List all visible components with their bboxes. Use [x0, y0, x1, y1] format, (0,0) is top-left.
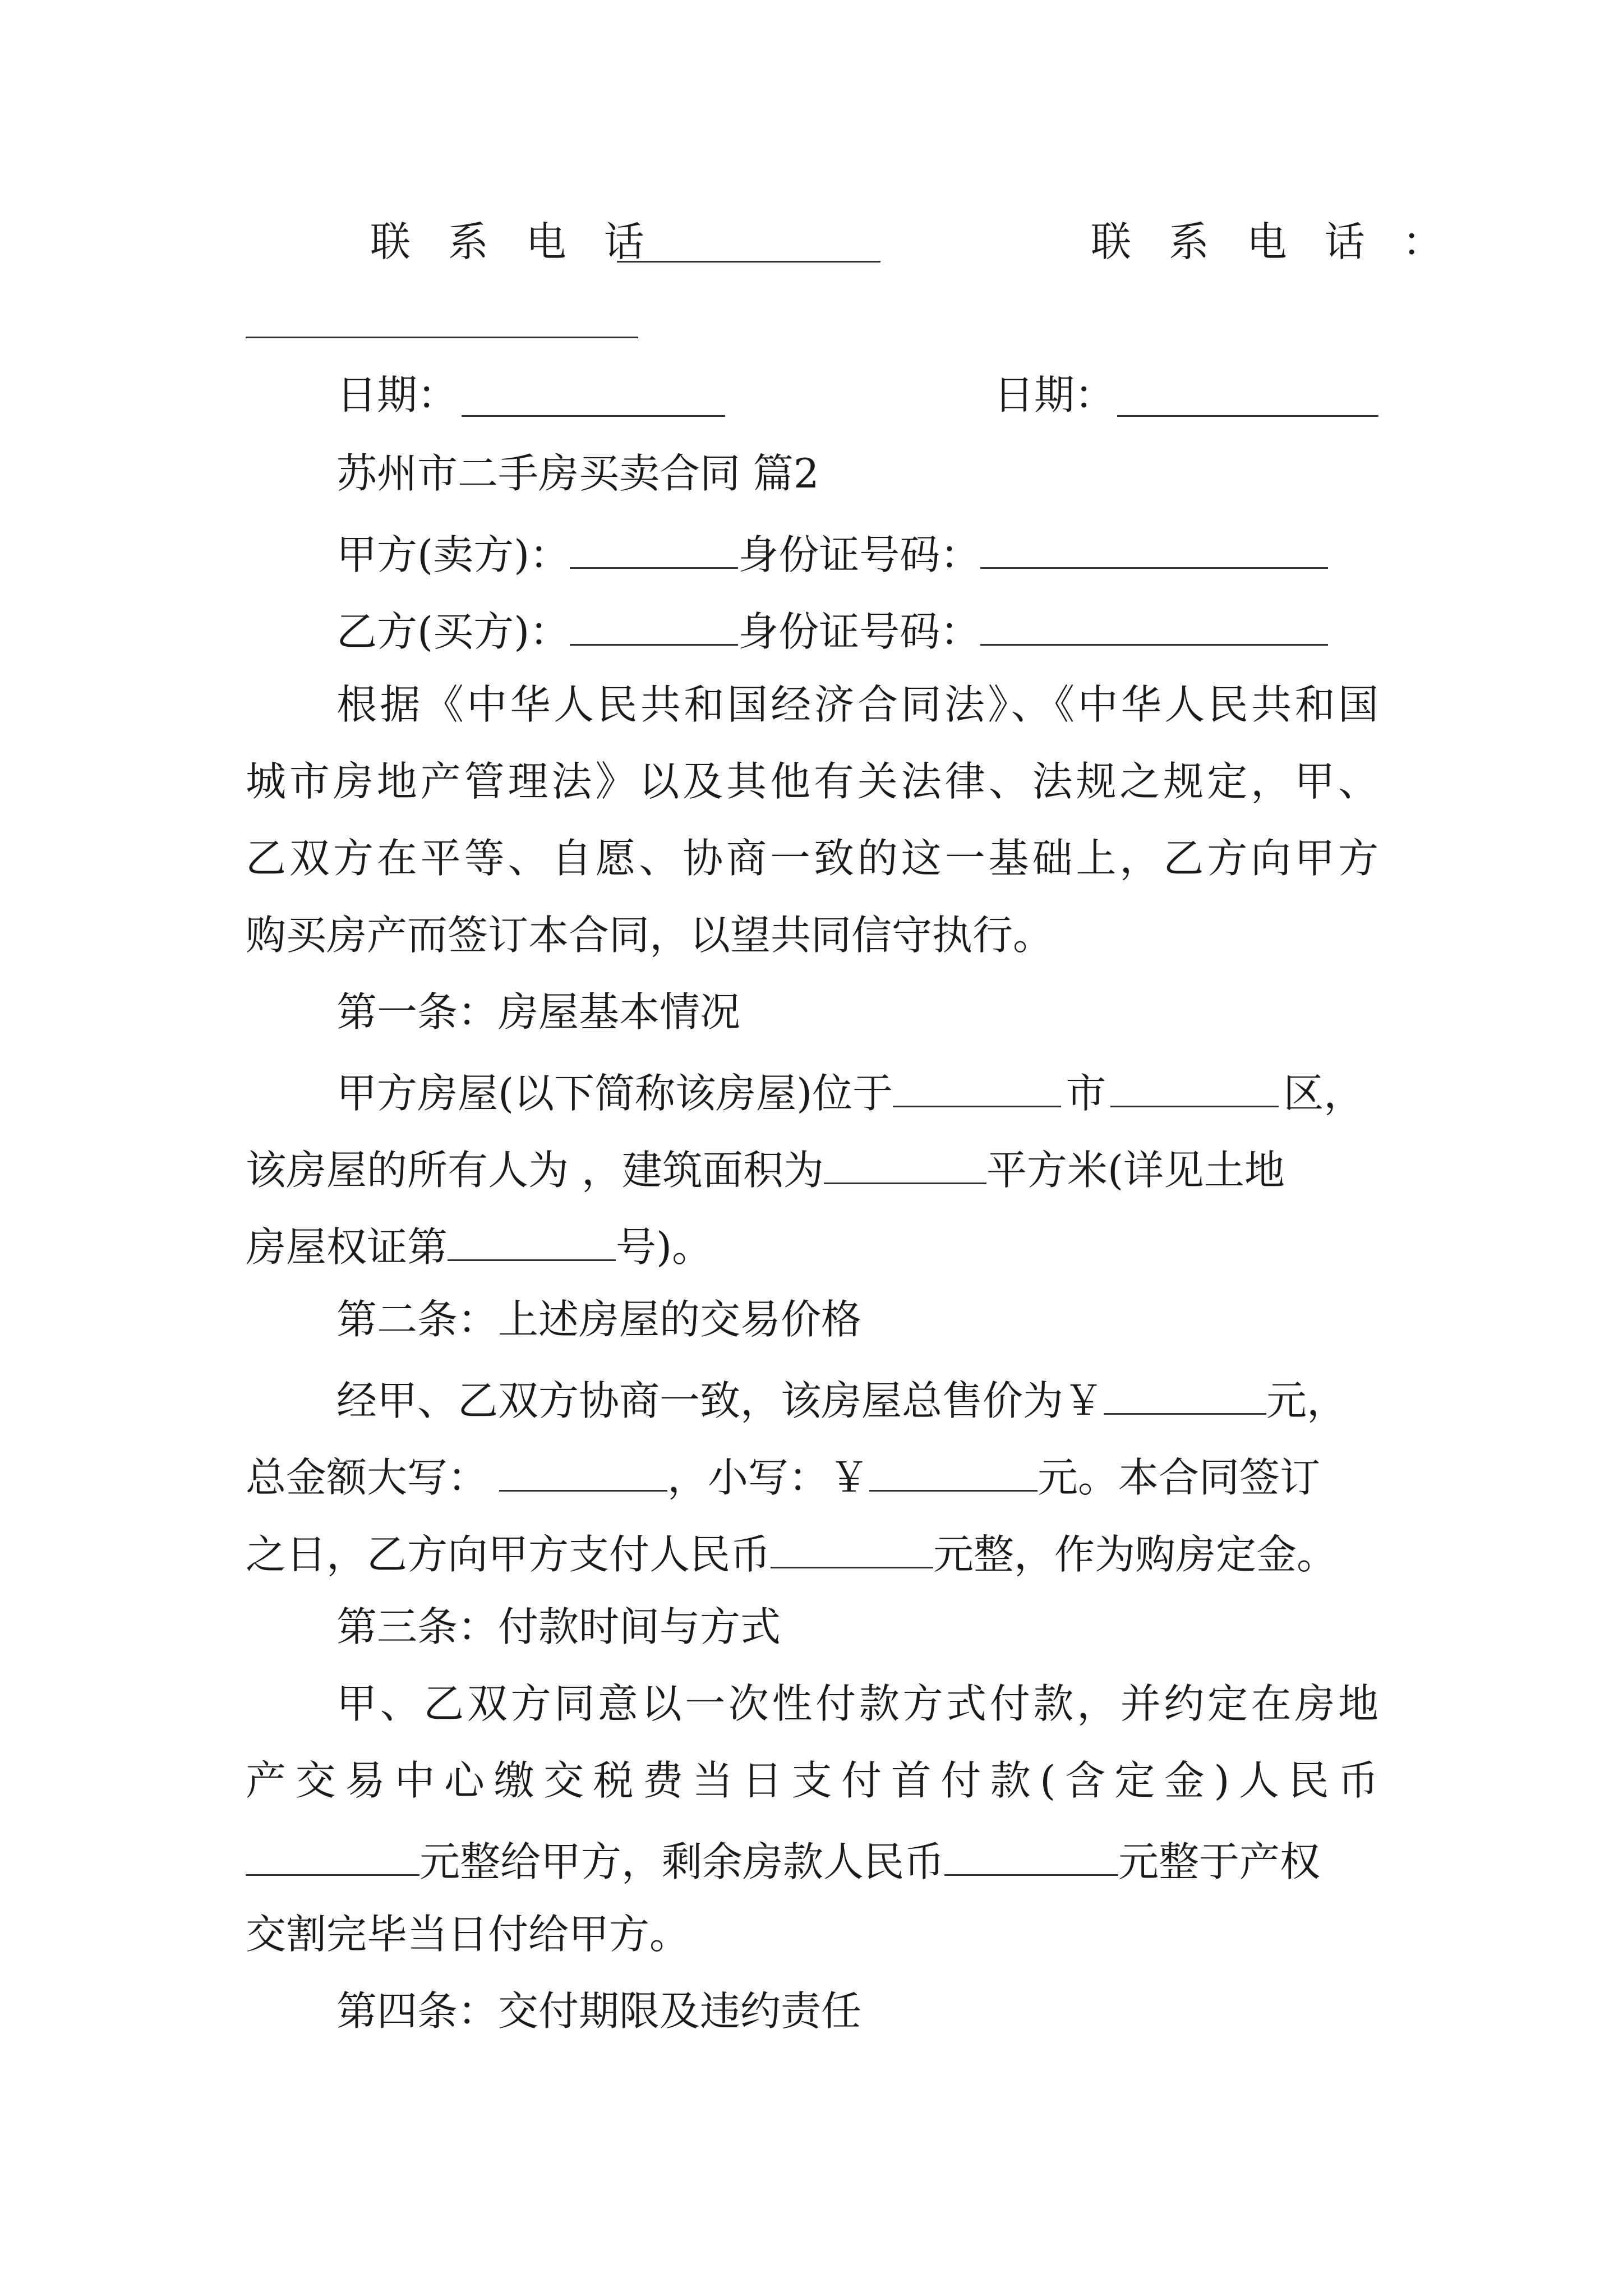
phone-blank-left [617, 261, 880, 263]
intro-line-2: 城市房地产管理法》以及其他有关法律、法规之规定，甲、 [246, 758, 1378, 805]
article-3-line-2: 产交易中心缴交税费当日支付首付款(含定金)人民币 [246, 1757, 1378, 1804]
deposit-end: 元整，作为购房定金。 [933, 1531, 1338, 1579]
balance-blank [944, 1837, 1118, 1876]
intro-line-3: 乙双方在平等、自愿、协商一致的这一基础上，乙方向甲方 [246, 835, 1378, 882]
city-label: 市 [1066, 1070, 1106, 1117]
district-blank [1110, 1069, 1279, 1107]
buyer-line [336, 607, 1378, 656]
total-price-blank [1104, 1376, 1266, 1415]
down-payment-text: 元整给甲方，剩余房款人民币 [419, 1838, 945, 1886]
article-4-title: 第四条：交付期限及违约责任 [336, 1987, 862, 2035]
article-1-line-2 [246, 1145, 1378, 1194]
buyer-name-blank [570, 607, 738, 646]
article-2-title: 第二条：上述房屋的交易价格 [336, 1296, 862, 1343]
buyer-id-label: 身份证号码： [738, 608, 981, 656]
article-1-text: 甲方房屋(以下简称该房屋)位于 [336, 1070, 893, 1117]
article-3-title: 第三条：付款时间与方式 [336, 1603, 781, 1650]
article-1-line-3 [246, 1222, 1378, 1271]
article-2-line-3 [246, 1530, 1378, 1579]
phone-blank-right [246, 337, 638, 338]
intro-line-1: 根据《中华人民共和国经济合同法》、《中华人民共和国 [336, 681, 1378, 728]
city-blank [893, 1069, 1061, 1107]
seller-name-blank [570, 530, 738, 569]
amount-words-blank [499, 1453, 667, 1492]
buyer-label: 乙方(买方)： [336, 608, 570, 656]
area-blank [824, 1145, 986, 1184]
contract-sign-text: 元。本合同签订 [1038, 1454, 1321, 1502]
district-label: 区， [1283, 1070, 1364, 1117]
seller-id-label: 身份证号码： [738, 531, 981, 579]
amount-figures-blank [869, 1453, 1038, 1492]
balance-text: 元整于产权 [1118, 1838, 1321, 1886]
seller-line [336, 530, 1378, 579]
date-blank-right [1117, 415, 1378, 417]
buyer-id-blank [980, 607, 1328, 646]
total-price-text: 经甲、乙双方协商一致，该房屋总售价为￥ [336, 1377, 1104, 1425]
deposit-blank [771, 1530, 933, 1568]
deposit-text: 之日，乙方向甲方支付人民币 [246, 1531, 771, 1579]
article-2-line-1 [336, 1376, 1378, 1425]
date-blank-left [462, 415, 725, 417]
phone-label-right: 联 系 电 话 ： [1091, 218, 1455, 265]
certificate-end: 号)。 [616, 1223, 713, 1271]
down-payment-blank [246, 1837, 419, 1876]
seller-id-blank [980, 530, 1328, 569]
date-label-left: 日期： [336, 371, 458, 418]
intro-line-4: 购买房产而签订本合同，以望共同信守执行。 [246, 912, 1054, 959]
amount-words-label: 总金额大写： [246, 1454, 488, 1502]
article-2-line-2 [246, 1453, 1378, 1502]
owner-area-text: 该房屋的所有人为 ，建筑面积为 [246, 1147, 824, 1194]
amount-figures-label: ，小写：￥ [667, 1454, 870, 1502]
article-1-title: 第一条：房屋基本情况 [336, 988, 741, 1036]
total-price-unit: 元， [1266, 1377, 1348, 1425]
certificate-blank [448, 1222, 616, 1261]
date-label-right: 日期： [994, 371, 1115, 418]
article-1-line-1 [336, 1069, 1378, 1117]
contract-heading: 苏州市二手房买卖合同 篇2 [336, 450, 819, 497]
phone-label-left: 联 系 电 话 [370, 218, 657, 265]
article-3-line-1: 甲、乙双方同意以一次性付款方式付款，并约定在房地 [336, 1680, 1378, 1727]
article-3-line-3 [246, 1837, 1378, 1886]
area-unit-text: 平方米(详见土地 [986, 1147, 1285, 1194]
certificate-text: 房屋权证第 [246, 1223, 448, 1271]
seller-label: 甲方(卖方)： [336, 531, 570, 579]
article-3-line-4: 交割完毕当日付给甲方。 [246, 1911, 690, 1958]
